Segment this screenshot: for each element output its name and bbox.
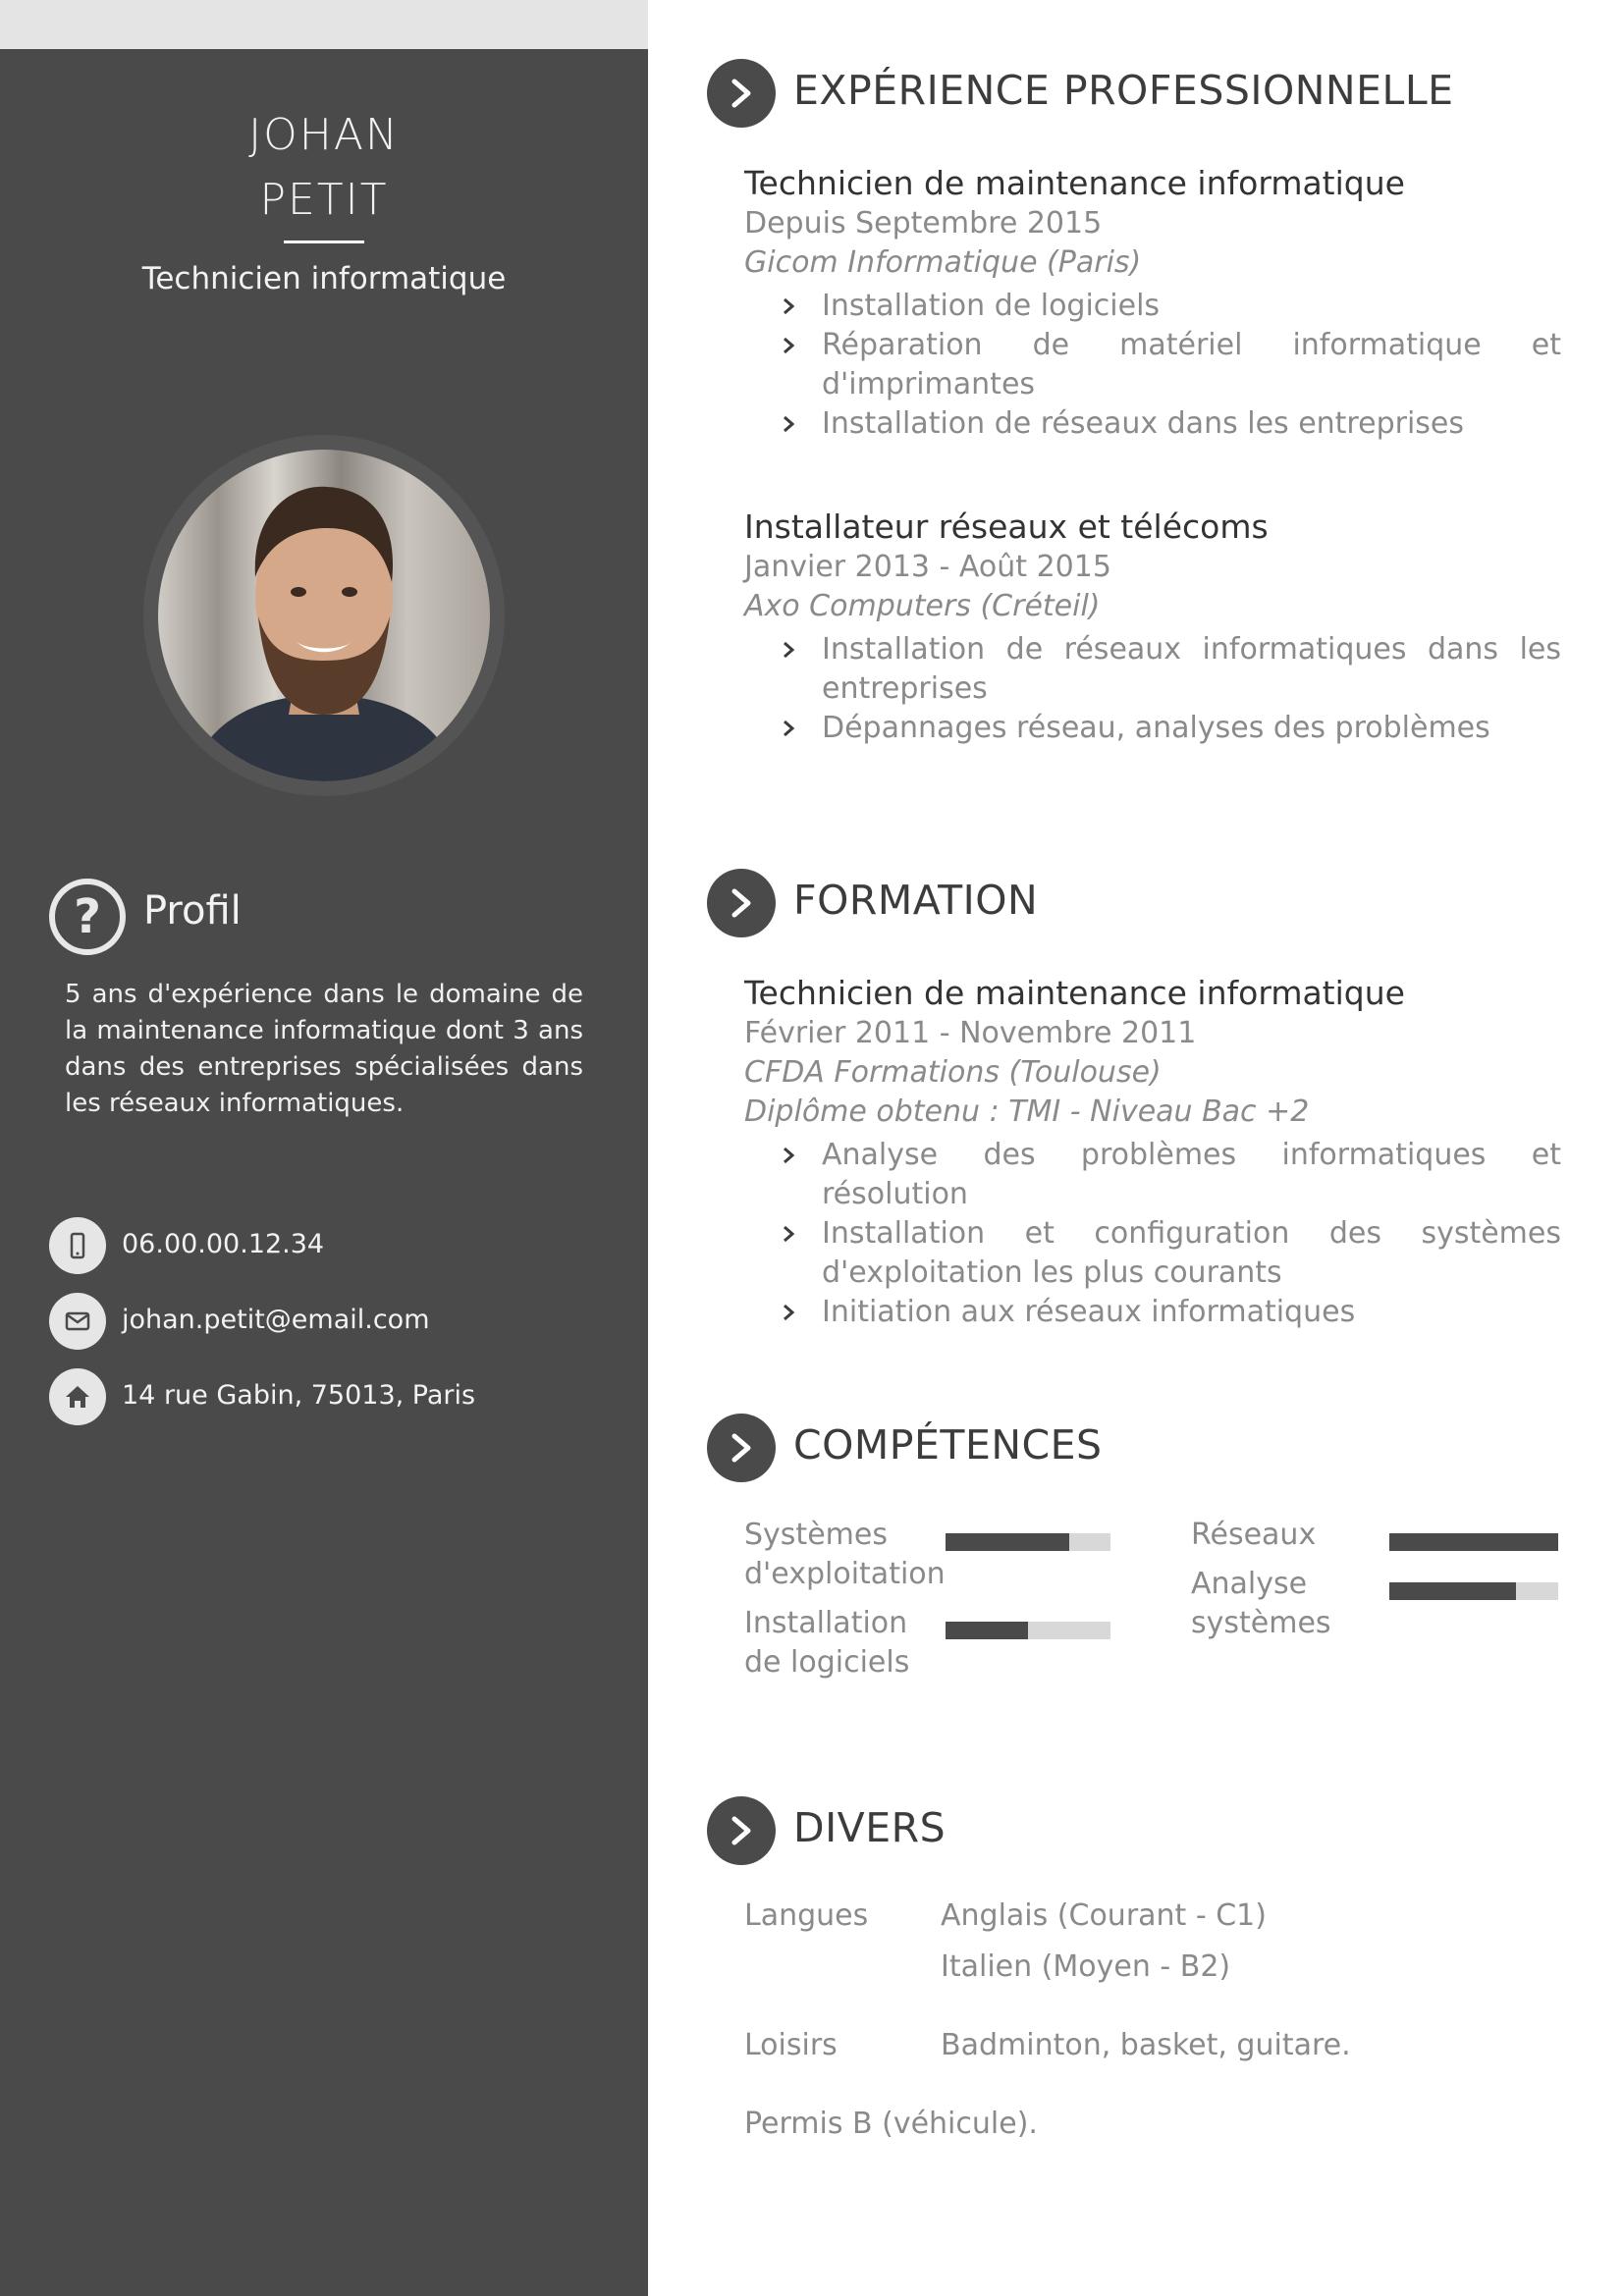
bullet-text: Dépannages réseau, analyses des problèmes	[822, 711, 1490, 745]
chevron-right-icon	[707, 59, 776, 128]
list-item	[744, 404, 1561, 444]
chevron-right-icon	[782, 336, 795, 355]
education-heading	[707, 869, 1571, 937]
education-title: FORMATION	[793, 877, 1039, 924]
education-entry	[744, 973, 1561, 1332]
skill-label-line: d'exploitation	[744, 1557, 946, 1591]
chevron-right-icon	[782, 1146, 795, 1165]
entry-date: Janvier 2013 - Août 2015	[744, 550, 1111, 584]
bullet-list	[744, 1136, 1561, 1332]
skill-label	[1191, 1565, 1397, 1643]
chevron-right-icon	[782, 1303, 795, 1322]
chevron-right-icon	[707, 1414, 776, 1482]
skill-bar	[1389, 1533, 1558, 1551]
chevron-right-icon	[782, 640, 795, 660]
profile-text: 5 ans d'expérience dans le domaine de la maintenance informatique dont 3 ans dans des entreprises spécialisées dans les réseaux informatiques.	[65, 980, 583, 1118]
person-name	[0, 103, 648, 233]
skill-fill	[1389, 1533, 1558, 1551]
sidebar	[0, 49, 648, 2296]
contact-email	[49, 1293, 599, 1350]
skill-item	[744, 1516, 1117, 1594]
license-text: Permis B (véhicule).	[744, 2107, 1038, 2141]
hobbies-text: Badminton, basket, guitare.	[941, 2028, 1351, 2062]
last-name: PETIT	[259, 175, 389, 225]
chevron-right-icon	[782, 1224, 795, 1244]
skill-label	[1191, 1516, 1397, 1555]
languages-label: Langues	[744, 1898, 869, 1933]
skill-label	[744, 1516, 950, 1594]
skill-item	[1191, 1516, 1564, 1555]
profile-photo	[158, 450, 490, 781]
language-2: Italien (Moyen - B2)	[941, 1949, 1231, 1984]
skills-heading	[707, 1414, 1571, 1482]
chevron-right-icon	[782, 719, 795, 738]
skill-label-line: Réseaux	[1191, 1518, 1317, 1552]
skill-item	[1191, 1565, 1564, 1643]
bullet-text: Analyse des problèmes informatiques et résolution	[822, 1138, 1561, 1211]
entry-title: Technicien de maintenance informatique	[744, 164, 1405, 202]
bullet-list	[744, 630, 1561, 748]
top-strip	[0, 0, 648, 49]
chevron-right-icon	[707, 869, 776, 937]
entry-title: Installateur réseaux et télécoms	[744, 507, 1269, 546]
hobbies-label: Loisirs	[744, 2028, 838, 2062]
skill-fill	[1389, 1582, 1516, 1600]
misc-title: DIVERS	[793, 1804, 947, 1851]
bullet-text: Installation de logiciels	[822, 289, 1161, 323]
entry-organization: Axo Computers (Créteil)	[744, 589, 1101, 623]
experience-title: EXPÉRIENCE PROFESSIONNELLE	[793, 67, 1454, 114]
bullet-text: Installation et configuration des systèmes d'exploitation les plus courants	[822, 1216, 1561, 1290]
contact-phone	[49, 1217, 599, 1274]
bullet-text: Réparation de matériel informatique et d'imprimantes	[822, 328, 1561, 401]
bullet-list	[744, 287, 1561, 444]
chevron-right-icon	[707, 1796, 776, 1865]
bullet-text: Installation de réseaux informatiques dans les entreprises	[822, 632, 1561, 706]
portrait-illustration	[158, 450, 490, 781]
skill-label-line: Installation	[744, 1606, 908, 1640]
phone-icon	[49, 1217, 106, 1274]
skill-bar	[946, 1622, 1110, 1639]
skill-fill	[946, 1533, 1069, 1551]
skill-bar	[1389, 1582, 1558, 1600]
entry-date: Février 2011 - Novembre 2011	[744, 1016, 1197, 1050]
phone-text: 06.00.00.12.34	[122, 1229, 325, 1259]
experience-heading	[707, 59, 1571, 128]
experience-entry	[744, 163, 1561, 444]
skill-bar	[946, 1533, 1110, 1551]
language-1: Anglais (Courant - C1)	[941, 1898, 1267, 1933]
skill-label-line: Analyse	[1191, 1567, 1308, 1601]
bullet-text: Installation de réseaux dans les entreprises	[822, 406, 1464, 441]
skill-label	[744, 1604, 950, 1682]
list-item	[744, 709, 1561, 748]
envelope-icon	[49, 1293, 106, 1350]
list-item	[744, 630, 1561, 709]
contact-address	[49, 1368, 599, 1425]
skills-title: COMPÉTENCES	[793, 1421, 1103, 1468]
experience-entry	[744, 507, 1561, 748]
address-text: 14 rue Gabin, 75013, Paris	[122, 1380, 476, 1411]
entry-title: Technicien de maintenance informatique	[744, 974, 1405, 1012]
profile-title: Profil	[143, 888, 242, 934]
skill-item	[744, 1604, 1117, 1682]
chevron-right-icon	[782, 414, 795, 434]
skill-label-line: de logiciels	[744, 1645, 910, 1680]
job-title: Technicien informatique	[141, 261, 507, 296]
entry-diploma: Diplôme obtenu : TMI - Niveau Bac +2	[744, 1095, 1310, 1129]
list-item	[744, 326, 1561, 404]
misc-heading	[707, 1796, 1571, 1865]
entry-organization: CFDA Formations (Toulouse)	[744, 1055, 1162, 1090]
skill-label-line: Systèmes	[744, 1518, 888, 1552]
chevron-right-icon	[782, 296, 795, 316]
home-icon	[49, 1368, 106, 1425]
first-name: JOHAN	[248, 110, 400, 160]
skill-fill	[946, 1622, 1028, 1639]
entry-organization: Gicom Informatique (Paris)	[744, 245, 1142, 280]
email-text: johan.petit@email.com	[122, 1305, 430, 1335]
list-item	[744, 1293, 1561, 1332]
list-item	[744, 287, 1561, 326]
list-item	[744, 1214, 1561, 1293]
entry-date: Depuis Septembre 2015	[744, 206, 1103, 240]
list-item	[744, 1136, 1561, 1214]
question-icon: ?	[49, 879, 126, 955]
skill-label-line: systèmes	[1191, 1606, 1331, 1640]
name-divider	[284, 240, 364, 243]
bullet-text: Initiation aux réseaux informatiques	[822, 1295, 1356, 1329]
